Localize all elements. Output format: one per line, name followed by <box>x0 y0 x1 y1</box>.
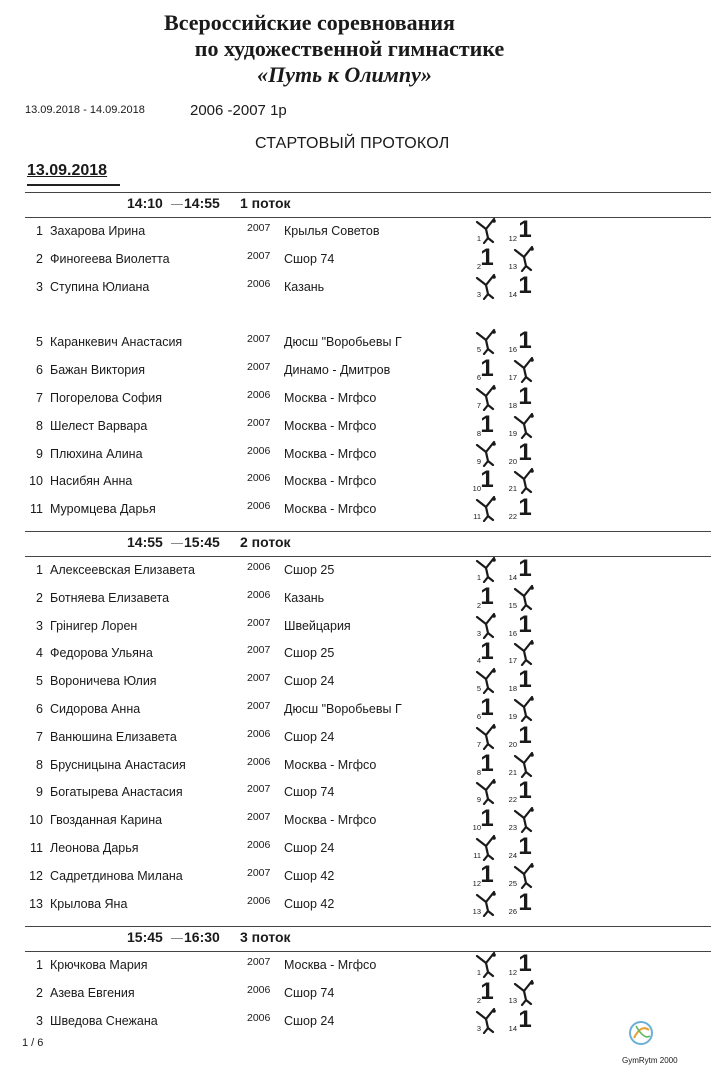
apparatus-number-one: 1 <box>518 555 532 582</box>
start-number: 2 <box>36 985 43 1000</box>
apparatus-number-one: 1 <box>518 888 532 916</box>
flow-separator-bottom <box>25 951 711 952</box>
athlete-name: Федорова Ульяна <box>50 646 153 661</box>
apparatus-2 <box>512 244 538 272</box>
apparatus-2 <box>512 355 538 383</box>
athlete-name: Ботняева Елизавета <box>50 590 170 605</box>
club-name: Сшор 74 <box>284 785 335 800</box>
birth-year: 2007 <box>247 333 271 346</box>
order-number-1: 5 <box>476 345 481 355</box>
apparatus-1 <box>474 411 500 439</box>
birth-year: 2007 <box>247 672 271 685</box>
apparatus-1 <box>474 355 500 383</box>
apparatus-number-one: 1 <box>480 243 494 271</box>
table-row <box>0 860 719 889</box>
software-name: GymRytm 2000 <box>622 1056 678 1065</box>
apparatus-1 <box>474 216 500 244</box>
club-name: Динамо - Дмитров <box>284 363 391 378</box>
apparatus-1 <box>474 272 500 300</box>
start-number: 8 <box>36 418 43 433</box>
club-name: Сшор 25 <box>284 646 335 661</box>
club-name: Москва - Мгфсо <box>284 391 377 405</box>
apparatus-number-one: 1 <box>480 410 494 438</box>
apparatus-1 <box>474 889 500 917</box>
order-number-1: 2 <box>476 995 481 1005</box>
table-row <box>0 494 719 522</box>
table-row <box>0 216 719 244</box>
order-number-2: 17 <box>508 373 517 383</box>
order-number-2: 18 <box>508 401 517 410</box>
apparatus-number-one: 1 <box>518 610 532 638</box>
flow-start-time: 15:45 <box>127 929 163 945</box>
club-name: Казань <box>284 590 325 605</box>
order-number-1: 10 <box>472 823 481 833</box>
table-row <box>0 410 719 439</box>
order-number-1: 1 <box>476 968 481 977</box>
birth-year: 2006 <box>247 277 271 290</box>
athlete-name: Насибян Анна <box>50 474 133 489</box>
athlete-name: Грінигер Лорен <box>50 618 138 633</box>
apparatus-number-one: 1 <box>480 805 494 833</box>
athlete-name: Ступина Юлиана <box>50 279 150 294</box>
athlete-name: Финогеева Виолетта <box>50 251 170 266</box>
birth-year: 2007 <box>247 783 271 796</box>
day-underline <box>27 184 120 186</box>
table-row <box>0 243 719 272</box>
order-number-1: 1 <box>476 573 481 582</box>
start-number: 12 <box>29 868 43 883</box>
flow-name: 1 поток <box>240 195 291 211</box>
apparatus-1 <box>474 777 500 805</box>
table-row <box>0 694 719 722</box>
apparatus-1 <box>474 638 500 666</box>
order-number-1: 2 <box>476 261 481 271</box>
birth-year: 2007 <box>247 956 271 968</box>
birth-year: 2006 <box>247 894 271 907</box>
order-number-2: 12 <box>508 968 517 977</box>
apparatus-number-one: 1 <box>518 777 532 805</box>
protocol-title: СТАРТОВЫЙ ПРОТОКОЛ <box>255 135 450 152</box>
athlete-name: Садретдинова Милана <box>50 868 183 883</box>
order-number-1: 11 <box>473 851 481 860</box>
club-name: Швейцария <box>284 618 351 633</box>
athlete-name: Каранкевич Анастасия <box>50 335 183 350</box>
order-number-2: 19 <box>508 712 517 721</box>
order-number-1: 6 <box>476 712 481 721</box>
club-name: Сшор 74 <box>284 251 335 266</box>
apparatus-number-one: 1 <box>480 749 494 777</box>
flow-separator-bottom <box>25 556 711 557</box>
table-row <box>0 749 719 778</box>
club-name: Казань <box>284 279 325 294</box>
apparatus-1 <box>474 466 500 494</box>
page-number: 1 / 6 <box>22 1037 44 1049</box>
athlete-name: Гвозданная Карина <box>50 813 163 828</box>
table-row <box>0 438 719 467</box>
table-row <box>0 610 719 639</box>
athlete-name: Алексеевская Елизавета <box>50 563 195 577</box>
table-row <box>0 271 719 300</box>
order-number-2: 16 <box>508 628 517 638</box>
birth-year: 2006 <box>247 472 271 485</box>
athlete-name: Плюхина Алина <box>50 446 143 461</box>
table-row <box>0 977 719 1006</box>
club-name: Москва - Мгфсо <box>284 757 377 772</box>
club-name: Дюсш "Воробьевы Г <box>284 702 402 716</box>
flow-header <box>0 193 719 215</box>
table-row <box>0 777 719 805</box>
apparatus-2 <box>512 722 538 750</box>
athlete-name: Ванюшина Елизавета <box>50 729 177 744</box>
apparatus-2 <box>512 950 538 978</box>
apparatus-number-one: 1 <box>480 977 494 1005</box>
birth-year: 2007 <box>247 416 271 429</box>
apparatus-1 <box>474 583 500 611</box>
start-number: 10 <box>29 474 43 489</box>
table-row <box>0 666 719 694</box>
table-row <box>0 555 719 583</box>
flow-name: 2 поток <box>240 534 291 550</box>
start-number: 3 <box>36 1013 43 1028</box>
table-row <box>0 638 719 666</box>
apparatus-number-one: 1 <box>518 950 532 977</box>
gymnast-icon <box>474 289 500 303</box>
apparatus-number-one: 1 <box>480 638 494 666</box>
table-row <box>0 888 719 917</box>
club-name: Сшор 42 <box>284 896 335 911</box>
start-number: 7 <box>36 729 43 744</box>
apparatus-1 <box>474 950 500 978</box>
club-name: Москва - Мгфсо <box>284 502 377 517</box>
order-number-1: 12 <box>472 878 481 888</box>
apparatus-2 <box>512 638 538 666</box>
order-number-2: 17 <box>508 656 517 666</box>
apparatus-1 <box>474 978 500 1006</box>
apparatus-2 <box>512 494 538 522</box>
table-row <box>0 582 719 611</box>
apparatus-2 <box>512 777 538 805</box>
table-row <box>0 466 719 494</box>
start-number: 6 <box>36 363 43 378</box>
apparatus-1 <box>474 861 500 889</box>
order-number-1: 3 <box>476 628 481 638</box>
apparatus-2 <box>512 611 538 639</box>
apparatus-2 <box>512 805 538 833</box>
start-number: 13 <box>29 896 43 911</box>
order-number-2: 25 <box>508 878 517 888</box>
apparatus-number-one: 1 <box>518 438 532 466</box>
apparatus-number-one: 1 <box>518 494 532 522</box>
start-number: 9 <box>36 446 43 461</box>
order-number-2: 16 <box>508 345 517 355</box>
day-date: 13.09.2018 <box>27 162 108 179</box>
order-number-1: 6 <box>476 373 481 383</box>
time-dash <box>171 938 183 939</box>
athlete-name: Вороничева Юлия <box>50 674 157 689</box>
apparatus-2 <box>512 889 538 917</box>
birth-year: 2007 <box>247 249 271 262</box>
flow-start-time: 14:10 <box>127 195 163 211</box>
flow-separator-bottom <box>25 217 711 218</box>
club-name: Сшор 24 <box>284 1013 335 1028</box>
birth-year: 2006 <box>247 755 271 768</box>
table-row <box>0 1005 719 1034</box>
flow-end-time: 14:55 <box>184 195 220 211</box>
flow-name: 3 поток <box>240 929 291 945</box>
apparatus-number-one: 1 <box>518 1005 532 1033</box>
order-number-1: 11 <box>473 512 481 522</box>
athlete-name: Муромцева Дарья <box>50 502 156 517</box>
birth-year: 2007 <box>247 644 271 657</box>
birth-year: 2006 <box>247 588 271 601</box>
apparatus-number-one: 1 <box>518 216 532 243</box>
apparatus-number-one: 1 <box>480 355 494 383</box>
flow-start-time: 14:55 <box>127 534 163 550</box>
athlete-name: Захарова Ирина <box>50 224 146 238</box>
start-number: 4 <box>36 646 43 661</box>
order-number-2: 18 <box>508 684 517 694</box>
apparatus-1 <box>474 327 500 355</box>
order-number-1: 4 <box>476 656 481 666</box>
apparatus-1 <box>474 750 500 778</box>
apparatus-number-one: 1 <box>518 833 532 860</box>
gymnast-icon <box>474 1023 500 1037</box>
start-number: 6 <box>36 702 43 716</box>
apparatus-2 <box>512 411 538 439</box>
order-number-2: 20 <box>508 456 517 466</box>
apparatus-1 <box>474 555 500 583</box>
order-number-1: 3 <box>476 1023 481 1033</box>
order-number-1: 7 <box>476 401 481 410</box>
apparatus-2 <box>512 1006 538 1034</box>
start-number: 1 <box>36 563 43 577</box>
athlete-name: Азева Евгения <box>50 985 135 1000</box>
flow-end-time: 15:45 <box>184 534 220 550</box>
order-number-2: 14 <box>508 1023 517 1033</box>
order-number-1: 2 <box>476 600 481 610</box>
order-number-1: 9 <box>476 456 481 466</box>
order-number-1: 3 <box>476 289 481 299</box>
order-number-1: 7 <box>476 739 481 749</box>
apparatus-2 <box>512 583 538 611</box>
table-row <box>0 383 719 411</box>
start-number: 3 <box>36 618 43 633</box>
club-name: Сшор 25 <box>284 563 335 577</box>
apparatus-number-one: 1 <box>518 383 532 410</box>
start-number: 2 <box>36 590 43 605</box>
order-number-2: 19 <box>508 428 517 438</box>
club-name: Москва - Мгфсо <box>284 418 377 433</box>
table-row <box>0 721 719 750</box>
start-number: 7 <box>36 391 43 405</box>
apparatus-2 <box>512 272 538 300</box>
order-number-2: 26 <box>508 906 517 916</box>
start-number: 1 <box>36 958 43 972</box>
table-row <box>0 355 719 383</box>
title-line-1: Всероссийские соревнования <box>164 10 455 35</box>
apparatus-1 <box>474 694 500 722</box>
birth-year: 2006 <box>247 444 271 457</box>
athlete-name: Брусницына Анастасия <box>50 757 186 772</box>
order-number-2: 22 <box>508 795 517 805</box>
flow-header <box>0 927 719 949</box>
athlete-name: Погорелова София <box>50 391 162 405</box>
apparatus-number-one: 1 <box>480 694 494 721</box>
title-line-2: по художественной гимнастике <box>194 36 505 61</box>
order-number-1: 10 <box>472 484 481 494</box>
order-number-1: 5 <box>476 684 481 694</box>
apparatus-2 <box>512 666 538 694</box>
club-name: Сшор 24 <box>284 729 335 744</box>
birth-year: 2007 <box>247 361 271 374</box>
order-number-2: 14 <box>508 573 517 582</box>
apparatus-1 <box>474 666 500 694</box>
birth-year: 2006 <box>247 983 271 996</box>
athlete-name: Леонова Дарья <box>50 841 139 855</box>
title-line-3: «Путь к Олимпу» <box>257 62 432 87</box>
apparatus-2 <box>512 327 538 355</box>
apparatus-number-one: 1 <box>480 466 494 494</box>
start-number: 1 <box>36 224 43 238</box>
table-row <box>0 950 719 978</box>
apparatus-1 <box>474 722 500 750</box>
order-number-2: 21 <box>508 767 517 777</box>
apparatus-1 <box>474 1006 500 1034</box>
order-number-1: 13 <box>472 906 481 916</box>
apparatus-number-one: 1 <box>518 666 532 694</box>
club-name: Дюсш "Воробьевы Г <box>284 335 402 350</box>
birth-year: 2006 <box>247 727 271 740</box>
birth-year: 2006 <box>247 1011 271 1024</box>
gymrytm-logo-icon <box>626 1018 656 1048</box>
order-number-1: 8 <box>476 767 481 777</box>
club-name: Москва - Мгфсо <box>284 813 377 828</box>
club-name: Крылья Советов <box>284 224 380 238</box>
apparatus-1 <box>474 439 500 467</box>
club-name: Сшор 24 <box>284 841 335 855</box>
birth-year: 2006 <box>247 500 271 513</box>
start-number: 10 <box>29 813 43 828</box>
apparatus-1 <box>474 805 500 833</box>
birth-year: 2007 <box>247 866 271 879</box>
start-number: 9 <box>36 785 43 800</box>
start-number: 11 <box>30 841 43 855</box>
table-row <box>0 327 719 355</box>
start-number: 5 <box>36 674 43 689</box>
birth-year: 2007 <box>247 616 271 629</box>
apparatus-1 <box>474 833 500 861</box>
club-name: Москва - Мгфсо <box>284 474 377 489</box>
start-number: 11 <box>30 502 43 517</box>
order-number-2: 13 <box>508 261 517 271</box>
apparatus-number-one: 1 <box>518 271 532 299</box>
apparatus-1 <box>474 494 500 522</box>
apparatus-2 <box>512 861 538 889</box>
apparatus-2 <box>512 555 538 583</box>
apparatus-2 <box>512 833 538 861</box>
birth-year: 2007 <box>247 222 271 234</box>
order-number-2: 12 <box>508 234 517 243</box>
club-name: Сшор 24 <box>284 674 335 689</box>
apparatus-2 <box>512 383 538 411</box>
table-row <box>0 805 719 833</box>
start-number: 5 <box>36 335 43 350</box>
club-name: Сшор 42 <box>284 868 335 883</box>
apparatus-2 <box>512 978 538 1006</box>
apparatus-number-one: 1 <box>518 721 532 749</box>
order-number-1: 1 <box>476 234 481 243</box>
flow-end-time: 16:30 <box>184 929 220 945</box>
time-dash <box>171 204 183 205</box>
birth-year: 2006 <box>247 561 271 573</box>
age-group: 2006 -2007 1р <box>190 102 287 119</box>
order-number-2: 23 <box>508 823 517 833</box>
apparatus-2 <box>512 216 538 244</box>
flow-header <box>0 532 719 554</box>
start-number: 8 <box>36 757 43 772</box>
start-number: 2 <box>36 251 43 266</box>
order-number-2: 13 <box>508 995 517 1005</box>
order-number-2: 15 <box>508 600 517 610</box>
order-number-2: 24 <box>508 851 517 860</box>
club-name: Москва - Мгфсо <box>284 446 377 461</box>
birth-year: 2006 <box>247 839 271 851</box>
apparatus-1 <box>474 244 500 272</box>
athlete-name: Богатырева Анастасия <box>50 785 183 800</box>
order-number-2: 21 <box>508 484 517 494</box>
competition-dates: 13.09.2018 - 14.09.2018 <box>25 104 145 116</box>
start-number: 3 <box>36 279 43 294</box>
athlete-name: Сидорова Анна <box>50 702 141 716</box>
apparatus-2 <box>512 439 538 467</box>
club-name: Сшор 74 <box>284 985 335 1000</box>
order-number-2: 22 <box>508 512 517 522</box>
athlete-name: Крылова Яна <box>50 896 128 911</box>
apparatus-number-one: 1 <box>480 860 494 888</box>
athlete-name: Крючкова Мария <box>50 958 148 972</box>
apparatus-1 <box>474 383 500 411</box>
order-number-2: 14 <box>508 289 517 299</box>
apparatus-2 <box>512 694 538 722</box>
gymnast-icon <box>474 511 500 525</box>
gymnast-icon <box>474 906 500 920</box>
athlete-name: Бажан Виктория <box>50 363 146 378</box>
birth-year: 2006 <box>247 389 271 401</box>
order-number-1: 8 <box>476 428 481 438</box>
apparatus-number-one: 1 <box>480 582 494 610</box>
apparatus-number-one: 1 <box>518 327 532 355</box>
birth-year: 2007 <box>247 700 271 712</box>
athlete-name: Шведова Снежана <box>50 1013 158 1028</box>
apparatus-2 <box>512 466 538 494</box>
athlete-name: Шелест Варвара <box>50 418 148 433</box>
order-number-2: 20 <box>508 739 517 749</box>
table-row <box>0 833 719 861</box>
order-number-1: 9 <box>476 795 481 805</box>
birth-year: 2007 <box>247 811 271 824</box>
apparatus-2 <box>512 750 538 778</box>
club-name: Москва - Мгфсо <box>284 958 377 972</box>
time-dash <box>171 543 183 544</box>
apparatus-1 <box>474 611 500 639</box>
